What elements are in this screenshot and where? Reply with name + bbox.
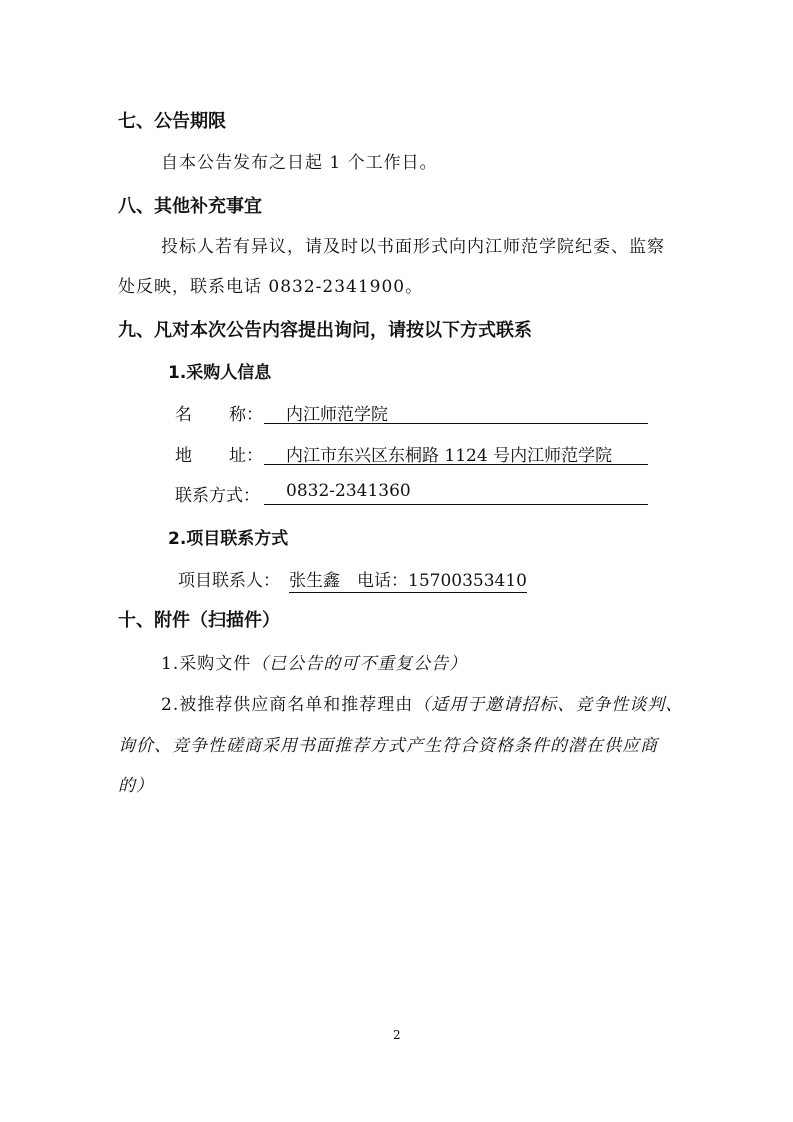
name-label-a: 名 (175, 405, 192, 425)
purchaser-name-value: 内江师范学院 (286, 405, 388, 425)
attachment-item-1 (161, 649, 467, 674)
project-contact-heading: 2.项目联系方式 (168, 529, 289, 549)
page-number: 2 (393, 1028, 401, 1042)
attachment-item-1-note: （已公告的可不重复公告） (251, 654, 468, 674)
attachment-item-2-note-2: 询价、竞争性磋商采用书面推荐方式产生符合资格条件的潜在供应商 (118, 736, 658, 756)
section-7-heading: 七、公告期限 (118, 111, 226, 132)
address-label-a: 地 (175, 446, 192, 466)
attachment-item-2-note-1: （适用于邀请招标、竞争性谈判、 (413, 695, 684, 715)
contact-label: 联系方式： (175, 486, 260, 506)
contact-underline (264, 504, 648, 505)
address-underline (264, 464, 648, 465)
project-contact-value (289, 566, 527, 593)
attachment-item-1-main: 1.采购文件 (161, 654, 252, 674)
name-label-b: 称： (229, 405, 263, 425)
section-8-heading: 八、其他补充事宜 (118, 196, 262, 217)
name-underline (264, 423, 648, 424)
purchaser-contact-value: 0832-2341360 (286, 481, 411, 501)
attachment-item-2-note-3: 的） (118, 776, 154, 796)
section-10-heading: 十、附件（扫描件） (118, 610, 280, 631)
purchaser-info-heading: 1.采购人信息 (168, 363, 272, 383)
attachment-item-2-main: 2.被推荐供应商名单和推荐理由 (161, 695, 414, 715)
attachment-item-2 (161, 690, 683, 715)
section-8-line1: 投标人若有异议，请及时以书面形式向内江师范学院纪委、监察 (161, 237, 665, 257)
address-label-b: 址： (229, 446, 263, 466)
purchaser-address-value: 内江市东兴区东桐路 1124 号内江师范学院 (286, 446, 613, 466)
section-7-text: 自本公告发布之日起 1 个工作日。 (161, 153, 438, 173)
section-8-line2: 处反映，联系电话 0832-2341900。 (118, 277, 424, 297)
project-contact-label: 项目联系人： (178, 571, 280, 591)
section-9-heading: 九、凡对本次公告内容提出询问，请按以下方式联系 (118, 320, 532, 341)
project-contact-text: 张生鑫 电话：15700353410 (289, 566, 527, 593)
